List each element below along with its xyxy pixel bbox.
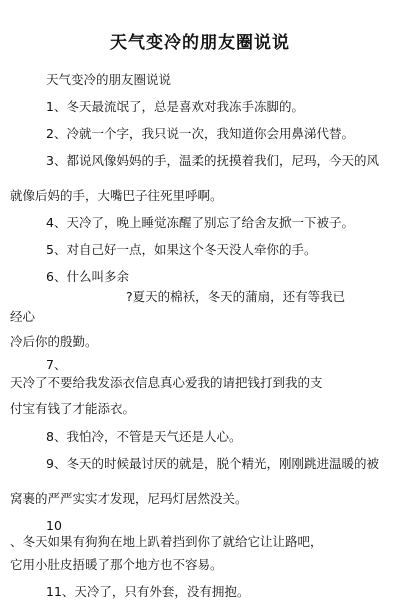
text-line-14: 8、我怕冷，不管是天气还是人心。 — [46, 429, 242, 444]
text-line-10: 冷后你的殷勤。 — [10, 334, 98, 349]
document-title: 天气变冷的朋友圈说说 — [110, 33, 290, 53]
text-line-1: 1、冬天最流氓了，总是喜欢对我冻手冻脚的。 — [46, 99, 304, 114]
document-subtitle: 天气变冷的朋友圈说说 — [46, 72, 172, 87]
text-line-3: 3、都说风像妈妈的手，温柔的抚摸着我们，尼玛，今天的风 — [46, 153, 379, 168]
text-line-13: 付宝有钱了才能添衣。 — [10, 401, 136, 416]
text-line-19: 它用小肚皮捂暖了那个地方也不容易。 — [10, 557, 223, 572]
text-line-18: 、冬天如果有狗狗在地上趴着挡到你了就给它让让路吧， — [10, 534, 323, 549]
text-line-12: 天冷了不要给我发添衣信息真心爱我的请把钱打到我的支 — [10, 375, 323, 390]
text-line-11: 7、 — [46, 357, 67, 372]
text-line-4: 就像后妈的手，大嘴巴子往死里呼啊。 — [10, 188, 223, 203]
text-line-17: 10 — [46, 518, 62, 533]
text-line-5: 4、天冷了，晚上睡觉冻醒了别忘了给舍友掀一下被子。 — [46, 215, 354, 230]
text-line-2: 2、冷就一个字，我只说一次，我知道你会用鼻涕代替。 — [46, 126, 354, 141]
text-line-9: 经心 — [10, 309, 36, 324]
text-line-8: ?夏天的棉袄，冬天的蒲扇，还有等我已 — [126, 289, 346, 304]
text-line-6: 5、对自己好一点，如果这个冬天没人牵你的手。 — [46, 242, 317, 257]
text-line-15: 9、冬天的时候最讨厌的就是，脱个精光，刚刚跳进温暖的被 — [46, 456, 379, 471]
text-line-7: 6、什么叫多余 — [46, 269, 129, 284]
text-line-20: 11、天冷了，只有外套，没有拥抱。 — [46, 584, 250, 599]
text-line-16: 窝裹的严严实实才发现，尼玛灯居然没关。 — [10, 491, 248, 506]
